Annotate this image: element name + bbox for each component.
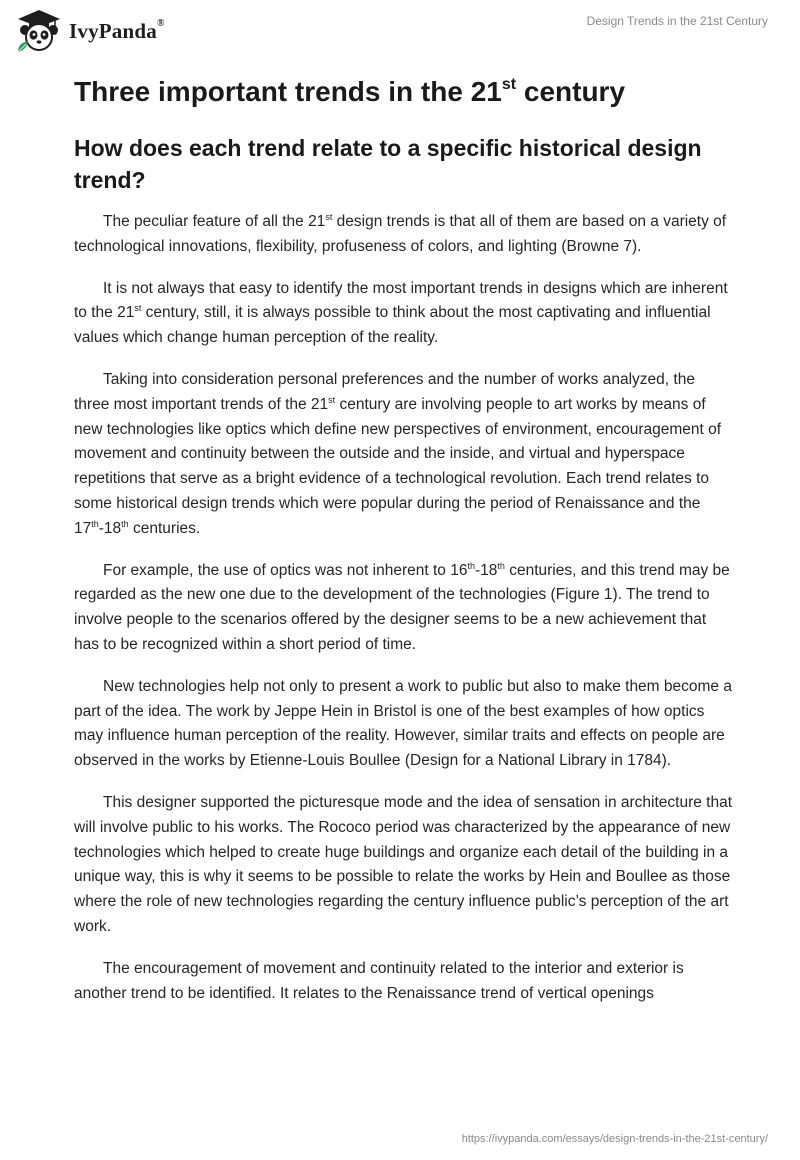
superscript: st [328, 394, 336, 405]
essay-content [74, 70, 734, 1006]
paragraph-1-text: The peculiar feature of all the 21 [103, 213, 326, 230]
superscript: th [497, 560, 505, 571]
superscript: st [325, 212, 333, 222]
page-title [74, 70, 734, 114]
page-header [0, 0, 800, 66]
paragraph-2-text: century, still, it is always possible to think about the most captivating and influential values which change human perception of the reality. [74, 304, 711, 347]
page-title-text: Three important trends in the 21 [74, 76, 502, 107]
superscript: st [134, 303, 142, 314]
paragraph-3-text: -18 [98, 519, 122, 537]
registered-mark: ® [156, 17, 165, 29]
paragraph-4 [74, 559, 734, 658]
paragraph-3-text: centuries. [128, 519, 201, 537]
page-title-superscript: st [501, 76, 517, 93]
paragraph-4-text: For example, the use of optics was not inherent to 16 [103, 561, 468, 579]
paragraph-4-text: centuries, and this trend may be regarded as the new one due to the development of the technologies (Figure 1). The trend to involve people to the scenarios offered by the designer seems to be a new achievement that has to be recognized within a short period of time. [74, 561, 730, 653]
superscript: th [121, 518, 129, 529]
superscript: th [467, 560, 475, 571]
paragraph-4-text: -18 [474, 561, 498, 579]
paragraph-5: New technologies help not only to present a work to public but also to make them become a part of the idea. The work by Jeppe Hein in Bristol is one of the best examples of how optics may influence human perception of the reality. However, similar traits and effects on people are observed in the works by Etienne-Louis Boullee (Design for a National Library in 1784). [74, 677, 732, 770]
ivypanda-logo[interactable] [14, 8, 165, 54]
superscript: th [91, 518, 99, 529]
paragraph-1 [74, 210, 734, 260]
brand-name [69, 19, 165, 44]
paragraph-7: The encouragement of movement and continuity related to the interior and exterior is another trend to be identified. It relates to the Renaissance trend of vertical openings [74, 959, 684, 1002]
paragraph-6: This designer supported the picturesque mode and the idea of sensation in architecture that will involve public to his works. The Rococo period was characterized by the appearance of new technologies which helped to create huge buildings and organize each detail of the building in a unique way, this is why it seems to be possible to relate the works by Hein and Boullee as those where the role of new technologies regarding the century influence public’s perception of the art work. [74, 793, 733, 935]
paragraph-1-text: design trends is that all of them are based on a variety of technological innovations, flexibility, profuseness of colors, and lighting (Browne 7). [74, 213, 727, 255]
paragraph-3-text: century are involving people to art works by means of new technologies like optics which define new perspectives of environment, encouragement of movement and continuity between the outside and the inside, and virtual and hyperspace repetitions that serve as a bright evidence of a technological revolution. Each trend relates to some historical design trends which were popular during the period of Renaissance and the 17 [74, 395, 722, 537]
section-heading: How does each trend relate to a specific historical design trend? [74, 135, 702, 193]
paragraph-2 [74, 277, 734, 351]
brand-text: IvyPanda [69, 18, 157, 43]
document-title: Design Trends in the 21st Century [586, 14, 768, 28]
source-url-link[interactable]: https://ivypanda.com/essays/design-trends-in-the-21st-century/ [461, 1133, 768, 1145]
paragraph-3 [74, 368, 734, 542]
paragraph-2-text: It is not always that easy to identify the most important trends in designs which are inherent to the 21 [74, 279, 728, 322]
panda-graduate-icon [14, 8, 64, 54]
paragraph-3-text: Taking into consideration personal preferences and the number of works analyzed, the three most important trends of the 21 [74, 370, 695, 413]
page-title-suffix: century [516, 76, 626, 107]
